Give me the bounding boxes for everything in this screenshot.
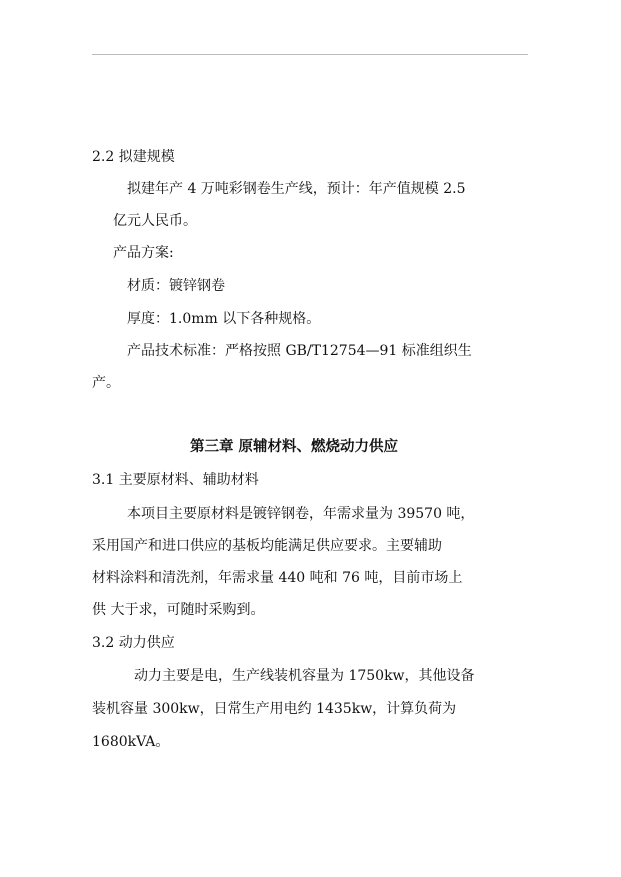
scale-para-line-2: 亿元人民币。 [113, 213, 197, 229]
scale-para-line-1: 拟建年产 4 万吨彩钢卷生产线，预计：年产值规模 2.5 [127, 181, 466, 197]
materials-para-line-3: 材料涂料和清洗剂，年需求量 440 吨和 76 吨，目前市场上 [92, 570, 463, 586]
section-3-1-heading: 3.1 主要原材料、辅助材料 [92, 472, 259, 488]
materials-para-line-4: 供 大于求，可随时采购到。 [92, 602, 265, 618]
thickness-line: 厚度：1.0mm 以下各种规格。 [127, 311, 321, 327]
power-para-line-2: 装机容量 300kw，日常生产用电约 1435kw，计算负荷为 [92, 701, 457, 717]
material-line: 材质：镀锌钢卷 [127, 278, 225, 294]
power-para-line-1: 动力主要是电，生产线装机容量为 1750kw，其他设备 [134, 668, 475, 684]
standard-line-1: 产品技术标准：严格按照 GB/T12754—91 标准组织生 [127, 343, 472, 359]
section-3-2-heading: 3.2 动力供应 [92, 635, 175, 651]
materials-para-line-2: 采用国产和进口供应的基板均能满足供应要求。主要辅助 [92, 538, 442, 554]
standard-line-2: 产。 [92, 375, 120, 391]
section-2-2-heading: 2.2 拟建规模 [92, 149, 175, 165]
chapter-3-title: 第三章 原辅材料、燃烧动力供应 [190, 438, 399, 455]
power-para-line-3: 1680kVA。 [92, 734, 170, 750]
materials-para-line-1: 本项目主要原材料是镀锌钢卷，年需求量为 39570 吨， [127, 506, 475, 522]
header-rule [92, 54, 528, 55]
product-plan-label: 产品方案: [113, 245, 174, 261]
